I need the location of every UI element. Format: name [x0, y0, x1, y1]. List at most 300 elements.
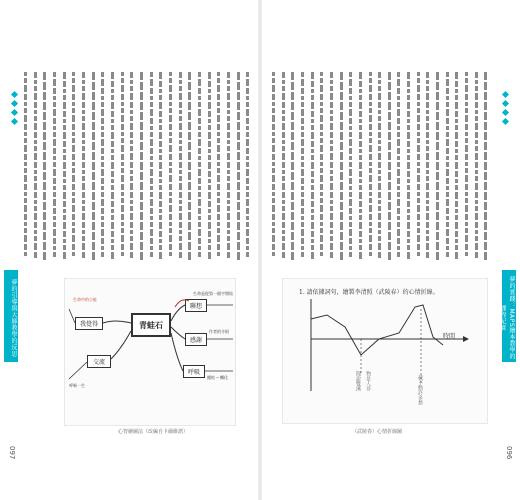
- glyph-stroke: [92, 102, 95, 110]
- glyph-stroke: [169, 198, 172, 203]
- glyph-stroke: [217, 222, 220, 226]
- glyph-stroke: [320, 252, 323, 256]
- glyph-stroke: [282, 132, 285, 138]
- glyph-stroke: [272, 214, 275, 220]
- text-line: [109, 72, 116, 262]
- glyph-stroke: [43, 242, 46, 250]
- glyph-stroke: [217, 94, 220, 100]
- glyph-stroke: [455, 102, 458, 109]
- glyph-stroke: [349, 169, 352, 176]
- glyph-stroke: [169, 94, 172, 100]
- glyph-stroke: [330, 230, 333, 234]
- glyph-stroke: [208, 239, 211, 243]
- glyph-stroke: [417, 244, 420, 250]
- glyph-stroke: [369, 205, 372, 212]
- glyph-stroke: [246, 238, 249, 244]
- left-decoration-dots: [12, 92, 17, 124]
- glyph-stroke: [436, 222, 439, 230]
- glyph-stroke: [246, 139, 249, 146]
- glyph-stroke: [111, 231, 114, 237]
- glyph-stroke: [43, 202, 46, 210]
- glyph-stroke: [111, 111, 114, 117]
- glyph-stroke: [159, 102, 162, 109]
- glyph-stroke: [43, 222, 46, 230]
- text-line: [309, 72, 316, 158]
- glyph-stroke: [369, 198, 372, 203]
- glyph-stroke: [484, 252, 487, 260]
- glyph-stroke: [426, 80, 429, 84]
- glyph-stroke: [227, 140, 230, 144]
- glyph-stroke: [92, 202, 95, 210]
- glyph-stroke: [272, 108, 275, 113]
- glyph-stroke: [340, 132, 343, 140]
- glyph-stroke: [150, 156, 153, 160]
- glyph-stroke: [208, 95, 211, 100]
- left-side-tab: 夢的引導與大師教學的反思: [4, 270, 18, 362]
- glyph-stroke: [101, 102, 104, 107]
- glyph-stroke: [24, 184, 27, 190]
- glyph-stroke: [43, 112, 46, 120]
- glyph-stroke: [349, 199, 352, 206]
- glyph-stroke: [130, 222, 133, 228]
- glyph-stroke: [150, 252, 153, 257]
- glyph-stroke: [159, 125, 162, 130]
- glyph-stroke: [446, 156, 449, 160]
- glyph-stroke: [426, 162, 429, 168]
- glyph-stroke: [475, 170, 478, 174]
- glyph-stroke: [53, 102, 56, 107]
- glyph-stroke: [397, 118, 400, 124]
- glyph-stroke: [301, 96, 304, 100]
- glyph-stroke: [63, 215, 66, 220]
- glyph-stroke: [301, 208, 304, 214]
- deco-dot: [502, 100, 509, 107]
- glyph-stroke: [198, 252, 201, 257]
- glyph-stroke: [208, 125, 211, 130]
- glyph-stroke: [227, 170, 230, 174]
- glyph-stroke: [369, 102, 372, 106]
- glyph-stroke: [359, 125, 362, 130]
- deco-dot: [502, 118, 509, 125]
- glyph-stroke: [188, 152, 191, 160]
- emotion-chart-photo: [282, 278, 488, 424]
- chart-label-1: 聞說雙溪: [355, 371, 361, 391]
- glyph-stroke: [426, 236, 429, 241]
- glyph-stroke: [24, 175, 27, 182]
- text-line: [357, 72, 364, 262]
- glyph-stroke: [34, 176, 37, 181]
- glyph-stroke: [208, 72, 211, 79]
- glyph-stroke: [291, 92, 294, 100]
- glyph-stroke: [436, 82, 439, 90]
- glyph-stroke: [101, 126, 104, 130]
- glyph-stroke: [282, 86, 285, 91]
- glyph-stroke: [24, 222, 27, 226]
- glyph-stroke: [111, 102, 114, 109]
- glyph-stroke: [369, 72, 372, 76]
- glyph-stroke: [465, 235, 468, 242]
- glyph-stroke: [455, 81, 458, 87]
- glyph-stroke: [101, 96, 104, 100]
- glyph-stroke: [388, 152, 391, 160]
- glyph-stroke: [320, 214, 323, 220]
- glyph-stroke: [237, 132, 240, 140]
- glyph-stroke: [397, 109, 400, 116]
- glyph-stroke: [484, 132, 487, 140]
- text-line: [444, 72, 451, 262]
- glyph-stroke: [169, 235, 172, 242]
- glyph-stroke: [330, 86, 333, 91]
- glyph-stroke: [407, 119, 410, 123]
- glyph-stroke: [208, 81, 211, 87]
- glyph-stroke: [475, 200, 478, 204]
- text-line: [318, 72, 325, 262]
- glyph-stroke: [53, 109, 56, 116]
- glyph-stroke: [484, 232, 487, 240]
- glyph-stroke: [188, 92, 191, 100]
- glyph-stroke: [208, 102, 211, 109]
- glyph-stroke: [227, 222, 230, 228]
- deco-dot: [11, 109, 18, 116]
- glyph-stroke: [301, 156, 304, 160]
- glyph-stroke: [246, 79, 249, 86]
- glyph-stroke: [426, 102, 429, 108]
- glyph-stroke: [179, 110, 182, 114]
- glyph-stroke: [446, 148, 449, 154]
- glyph-stroke: [159, 81, 162, 87]
- glyph-stroke: [188, 222, 191, 230]
- glyph-stroke: [417, 115, 420, 122]
- text-line: [376, 72, 383, 262]
- glyph-stroke: [291, 182, 294, 190]
- glyph-stroke: [369, 138, 372, 143]
- glyph-stroke: [82, 252, 85, 258]
- glyph-stroke: [417, 85, 420, 92]
- glyph-stroke: [101, 72, 104, 77]
- glyph-stroke: [246, 126, 249, 130]
- glyph-stroke: [446, 216, 449, 220]
- glyph-stroke: [378, 243, 381, 250]
- glyph-stroke: [311, 125, 314, 130]
- glyph-stroke: [169, 78, 172, 83]
- left-body-text: [22, 72, 254, 262]
- glyph-stroke: [24, 108, 27, 113]
- glyph-stroke: [378, 123, 381, 130]
- glyph-stroke: [388, 142, 391, 150]
- glyph-stroke: [34, 192, 37, 198]
- glyph-stroke: [63, 132, 66, 139]
- glyph-stroke: [272, 175, 275, 182]
- glyph-stroke: [101, 132, 104, 137]
- glyph-stroke: [475, 192, 478, 198]
- glyph-stroke: [217, 154, 220, 160]
- glyph-stroke: [217, 235, 220, 242]
- glyph-stroke: [320, 115, 323, 122]
- glyph-stroke: [349, 162, 352, 167]
- glyph-stroke: [227, 236, 230, 241]
- glyph-stroke: [291, 202, 294, 210]
- glyph-stroke: [455, 179, 458, 183]
- glyph-stroke: [217, 175, 220, 182]
- glyph-stroke: [24, 168, 27, 173]
- glyph-stroke: [465, 252, 468, 256]
- glyph-stroke: [397, 132, 400, 137]
- glyph-stroke: [465, 124, 468, 130]
- glyph-stroke: [455, 209, 458, 213]
- glyph-stroke: [188, 112, 191, 120]
- glyph-stroke: [150, 139, 153, 146]
- glyph-stroke: [188, 202, 191, 210]
- glyph-stroke: [169, 162, 172, 166]
- glyph-stroke: [311, 141, 314, 147]
- glyph-stroke: [111, 95, 114, 100]
- glyph-stroke: [388, 122, 391, 130]
- glyph-stroke: [130, 183, 133, 190]
- glyph-stroke: [417, 145, 420, 152]
- glyph-stroke: [227, 110, 230, 114]
- glyph-stroke: [426, 243, 429, 250]
- text-line: [138, 72, 145, 262]
- glyph-stroke: [24, 205, 27, 212]
- glyph-stroke: [159, 132, 162, 139]
- glyph-stroke: [179, 153, 182, 160]
- glyph-stroke: [130, 132, 133, 138]
- glyph-stroke: [217, 85, 220, 92]
- glyph-stroke: [188, 72, 191, 80]
- glyph-stroke: [150, 208, 153, 214]
- glyph-stroke: [282, 192, 285, 198]
- glyph-stroke: [475, 80, 478, 84]
- glyph-stroke: [436, 152, 439, 160]
- glyph-stroke: [111, 185, 114, 190]
- glyph-stroke: [53, 192, 56, 197]
- mind-map-branch-2: 交流: [87, 355, 111, 368]
- glyph-stroke: [417, 94, 420, 100]
- glyph-stroke: [53, 216, 56, 220]
- glyph-stroke: [246, 109, 249, 116]
- glyph-stroke: [388, 202, 391, 210]
- glyph-stroke: [436, 232, 439, 240]
- glyph-stroke: [436, 182, 439, 190]
- glyph-stroke: [92, 212, 95, 220]
- glyph-stroke: [82, 222, 85, 228]
- glyph-stroke: [34, 146, 37, 151]
- glyph-stroke: [63, 222, 66, 229]
- glyph-stroke: [101, 118, 104, 124]
- glyph-stroke: [72, 115, 75, 122]
- glyph-stroke: [388, 222, 391, 230]
- glyph-stroke: [349, 252, 352, 257]
- glyph-stroke: [446, 96, 449, 100]
- glyph-stroke: [179, 183, 182, 190]
- glyph-stroke: [43, 182, 46, 190]
- glyph-stroke: [208, 231, 211, 237]
- glyph-stroke: [246, 118, 249, 124]
- glyph-stroke: [311, 245, 314, 250]
- glyph-stroke: [426, 192, 429, 198]
- glyph-stroke: [330, 102, 333, 108]
- glyph-stroke: [359, 141, 362, 147]
- glyph-stroke: [169, 205, 172, 212]
- glyph-stroke: [349, 88, 352, 94]
- glyph-stroke: [397, 178, 400, 184]
- glyph-stroke: [63, 111, 66, 117]
- glyph-stroke: [227, 243, 230, 250]
- glyph-stroke: [198, 88, 201, 94]
- glyph-stroke: [417, 138, 420, 143]
- glyph-stroke: [246, 156, 249, 160]
- glyph-stroke: [43, 252, 46, 260]
- glyph-stroke: [92, 172, 95, 180]
- glyph-stroke: [272, 72, 275, 76]
- glyph-stroke: [378, 170, 381, 174]
- glyph-stroke: [465, 244, 468, 250]
- glyph-stroke: [465, 154, 468, 160]
- glyph-stroke: [82, 102, 85, 108]
- glyph-stroke: [282, 153, 285, 160]
- glyph-stroke: [465, 198, 468, 203]
- glyph-stroke: [340, 252, 343, 260]
- text-line: [270, 72, 277, 262]
- text-line: [41, 72, 48, 262]
- glyph-stroke: [349, 79, 352, 86]
- glyph-stroke: [369, 162, 372, 166]
- glyph-stroke: [455, 201, 458, 207]
- glyph-stroke: [484, 92, 487, 100]
- glyph-stroke: [237, 162, 240, 170]
- glyph-stroke: [301, 109, 304, 116]
- glyph-stroke: [72, 102, 75, 106]
- glyph-stroke: [140, 72, 143, 80]
- glyph-stroke: [150, 96, 153, 100]
- glyph-stroke: [417, 124, 420, 130]
- glyph-stroke: [198, 192, 201, 197]
- glyph-stroke: [475, 93, 478, 100]
- glyph-stroke: [159, 201, 162, 207]
- glyph-stroke: [159, 149, 162, 153]
- glyph-stroke: [92, 252, 95, 260]
- glyph-stroke: [188, 252, 191, 260]
- glyph-stroke: [121, 205, 124, 212]
- glyph-stroke: [121, 235, 124, 242]
- glyph-stroke: [24, 85, 27, 92]
- glyph-stroke: [179, 132, 182, 138]
- glyph-stroke: [475, 153, 478, 160]
- glyph-stroke: [237, 222, 240, 230]
- glyph-stroke: [72, 222, 75, 226]
- glyph-stroke: [426, 146, 429, 151]
- glyph-stroke: [63, 201, 66, 207]
- glyph-stroke: [179, 236, 182, 241]
- text-line: [415, 72, 422, 262]
- glyph-stroke: [340, 192, 343, 200]
- glyph-stroke: [349, 186, 352, 190]
- glyph-stroke: [101, 246, 104, 250]
- glyph-stroke: [349, 72, 352, 77]
- glyph-stroke: [475, 236, 478, 241]
- glyph-stroke: [282, 162, 285, 168]
- glyph-stroke: [484, 122, 487, 130]
- glyph-stroke: [311, 201, 314, 207]
- glyph-stroke: [282, 170, 285, 174]
- glyph-stroke: [301, 102, 304, 107]
- glyph-stroke: [397, 229, 400, 236]
- glyph-stroke: [407, 81, 410, 87]
- glyph-stroke: [217, 72, 220, 76]
- glyph-stroke: [53, 238, 56, 244]
- glyph-stroke: [24, 235, 27, 242]
- glyph-stroke: [291, 222, 294, 230]
- text-line: [235, 72, 242, 158]
- glyph-stroke: [320, 132, 323, 136]
- glyph-stroke: [82, 116, 85, 121]
- glyph-stroke: [378, 192, 381, 198]
- glyph-stroke: [227, 93, 230, 100]
- glyph-stroke: [397, 156, 400, 160]
- glyph-stroke: [130, 162, 133, 168]
- glyph-stroke: [349, 238, 352, 244]
- glyph-stroke: [397, 246, 400, 250]
- glyph-stroke: [159, 215, 162, 220]
- glyph-stroke: [455, 245, 458, 250]
- glyph-stroke: [179, 72, 182, 78]
- glyph-stroke: [92, 162, 95, 170]
- glyph-stroke: [320, 228, 323, 233]
- glyph-stroke: [217, 132, 220, 136]
- text-line: [225, 72, 232, 262]
- glyph-stroke: [169, 222, 172, 226]
- glyph-stroke: [407, 102, 410, 109]
- glyph-stroke: [92, 132, 95, 140]
- glyph-stroke: [272, 198, 275, 203]
- glyph-stroke: [446, 186, 449, 190]
- glyph-stroke: [217, 145, 220, 152]
- glyph-stroke: [388, 82, 391, 90]
- glyph-stroke: [179, 162, 182, 168]
- glyph-stroke: [330, 192, 333, 198]
- glyph-stroke: [349, 208, 352, 214]
- glyph-stroke: [24, 228, 27, 233]
- glyph-stroke: [179, 86, 182, 91]
- glyph-stroke: [111, 149, 114, 153]
- glyph-stroke: [198, 79, 201, 86]
- glyph-stroke: [484, 222, 487, 230]
- glyph-stroke: [340, 82, 343, 90]
- glyph-stroke: [349, 132, 352, 137]
- glyph-stroke: [159, 95, 162, 100]
- glyph-stroke: [150, 88, 153, 94]
- glyph-stroke: [63, 95, 66, 100]
- glyph-stroke: [92, 112, 95, 120]
- glyph-stroke: [227, 132, 230, 138]
- glyph-stroke: [101, 156, 104, 160]
- glyph-stroke: [198, 132, 201, 137]
- glyph-stroke: [282, 230, 285, 234]
- mind-map-branch-4: 感謝: [185, 333, 207, 346]
- glyph-stroke: [455, 171, 458, 177]
- glyph-stroke: [426, 86, 429, 91]
- glyph-stroke: [53, 79, 56, 86]
- glyph-stroke: [455, 132, 458, 139]
- glyph-stroke: [417, 228, 420, 233]
- glyph-stroke: [63, 179, 66, 183]
- text-line: [289, 72, 296, 262]
- text-line: [395, 72, 402, 158]
- mind-map-note-3: 呼吸一生: [69, 383, 85, 388]
- glyph-stroke: [92, 192, 95, 200]
- glyph-stroke: [121, 145, 124, 152]
- glyph-stroke: [388, 232, 391, 240]
